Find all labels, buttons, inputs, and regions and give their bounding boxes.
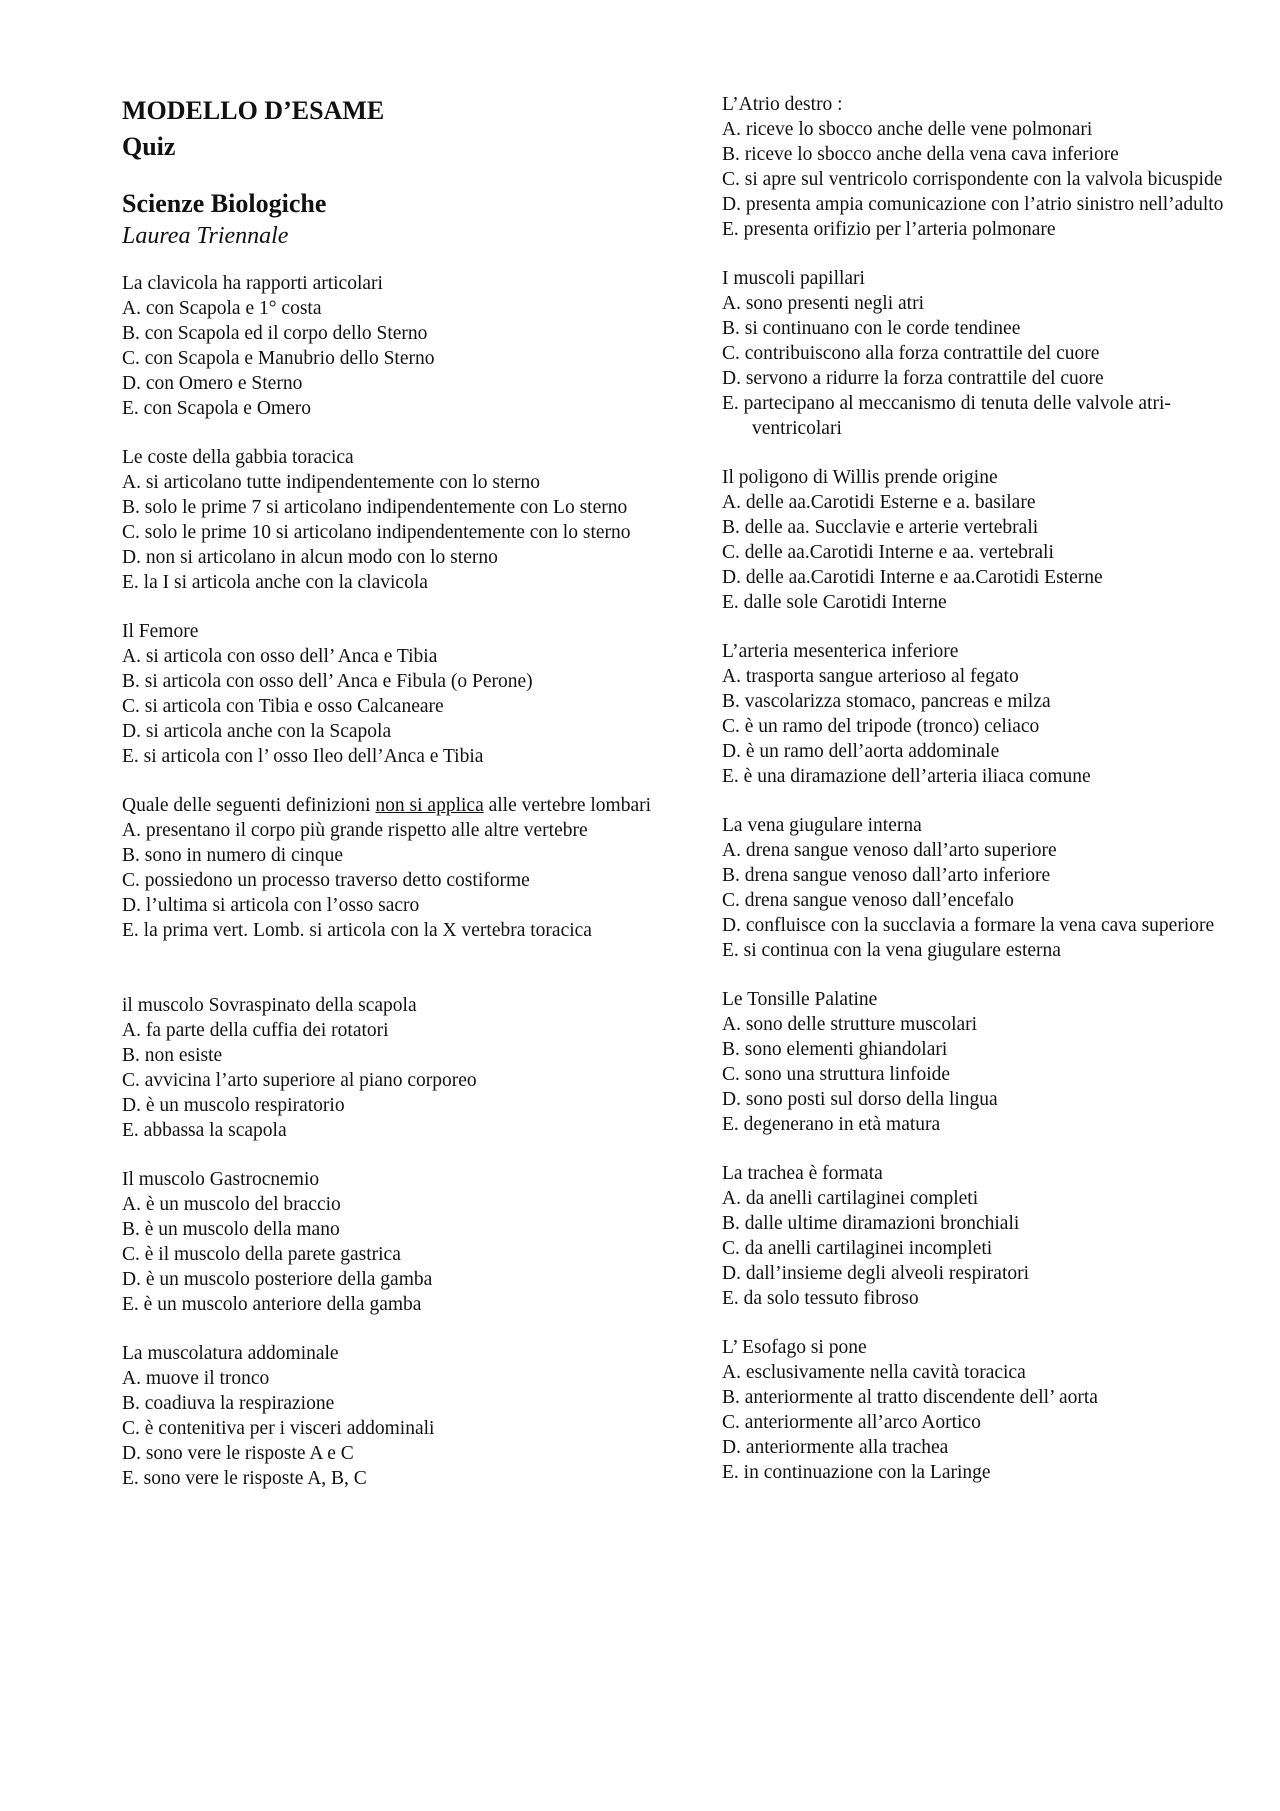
answer-option: E. è una diramazione dell’arteria iliaca comune (722, 766, 1091, 787)
answer-option: B. anteriormente al tratto discendente dell’ aorta (722, 1387, 1098, 1408)
question-block (122, 993, 662, 1143)
answer-option: D. l’ultima si articola con l’osso sacro (122, 895, 420, 916)
question-block (122, 619, 662, 769)
answer-option: A. sono presenti negli atri (722, 293, 924, 314)
question-block (722, 639, 1252, 789)
answer-option: E. dalle sole Carotidi Interne (722, 592, 947, 613)
answer-option: C. anteriormente all’arco Aortico (722, 1412, 981, 1433)
answer-option: B. si continuano con le corde tendinee (722, 318, 1021, 339)
answer-option: C. drena sangue venoso dall’encefalo (722, 890, 1014, 911)
answer-option: B. coadiuva la respirazione (122, 1393, 335, 1414)
question-text: L’arteria mesenterica inferiore (722, 641, 959, 662)
question-text: L’ Esofago si pone (722, 1337, 867, 1358)
answer-option: D. è un muscolo respiratorio (122, 1095, 345, 1116)
question-text: La clavicola ha rapporti articolari (122, 273, 383, 294)
question-block (722, 266, 1252, 441)
answer-option: B. solo le prime 7 si articolano indipendentemente con Lo sterno (122, 497, 628, 518)
exam-title: MODELLO D’ESAME (122, 96, 385, 125)
question-block (122, 271, 662, 421)
question-text: Il muscolo Gastrocnemio (122, 1169, 320, 1190)
answer-option: E. da solo tessuto fibroso (722, 1288, 919, 1309)
question-text: La vena giugulare interna (722, 815, 922, 836)
answer-option: C. solo le prime 10 si articolano indipendentemente con lo sterno (122, 522, 631, 543)
question-text: Il poligono di Willis prende origine (722, 467, 998, 488)
answer-option: B. è un muscolo della mano (122, 1219, 340, 1240)
question-block (722, 465, 1252, 615)
answer-option: B. riceve lo sbocco anche della vena cava inferiore (722, 144, 1119, 165)
answer-option: B. con Scapola ed il corpo dello Sterno (122, 323, 428, 344)
question-text-underlined: non si applica (375, 795, 484, 816)
question-text: I muscoli papillari (722, 268, 865, 289)
question-text: il muscolo Sovraspinato della scapola (122, 995, 417, 1016)
answer-option: D. sono vere le risposte A e C (122, 1443, 354, 1464)
answer-option: E. con Scapola e Omero (122, 398, 311, 419)
answer-option: C. delle aa.Carotidi Interne e aa. vertebrali (722, 542, 1054, 563)
question-block (122, 1341, 662, 1491)
answer-option: B. dalle ultime diramazioni bronchiali (722, 1213, 1020, 1234)
answer-option: A. si articola con osso dell’ Anca e Tibia (122, 646, 438, 667)
question-block (122, 1167, 662, 1317)
question-block (122, 445, 662, 595)
answer-option: D. delle aa.Carotidi Interne e aa.Carotidi Esterne (722, 567, 1103, 588)
answer-option: D. servono a ridurre la forza contrattile del cuore (722, 368, 1104, 389)
answer-option: A. fa parte della cuffia dei rotatori (122, 1020, 389, 1041)
question-text: Le Tonsille Palatine (722, 989, 878, 1010)
question-text-post: alle vertebre lombari (483, 795, 652, 816)
answer-option: C. sono una struttura linfoide (722, 1064, 951, 1085)
answer-option: A. presentano il corpo più grande rispetto alle altre vertebre (122, 820, 588, 841)
answer-option: D. anteriormente alla trachea (722, 1437, 949, 1458)
answer-option: E. è un muscolo anteriore della gamba (122, 1294, 422, 1315)
answer-option: D. con Omero e Sterno (122, 373, 303, 394)
answer-option: E. abbassa la scapola (122, 1120, 287, 1141)
question-text: Il Femore (122, 621, 199, 642)
answer-option: C. si articola con Tibia e osso Calcaneare (122, 696, 444, 717)
answer-option: A. sono delle strutture muscolari (722, 1014, 978, 1035)
degree-heading: Laurea Triennale (122, 223, 289, 249)
answer-option: D. sono posti sul dorso della lingua (722, 1089, 998, 1110)
answer-option: A. è un muscolo del braccio (122, 1194, 341, 1215)
answer-option: C. da anelli cartilaginei incompleti (722, 1238, 993, 1259)
answer-option: D. è un ramo dell’aorta addominale (722, 741, 1000, 762)
question-block (722, 92, 1252, 242)
answer-option: A. con Scapola e 1° costa (122, 298, 322, 319)
question-block (722, 1161, 1252, 1311)
left-column (122, 93, 662, 1515)
answer-option: D. è un muscolo posteriore della gamba (122, 1269, 433, 1290)
question-text-pre: Quale delle seguenti definizioni (122, 795, 376, 816)
answer-option: D. presenta ampia comunicazione con l’atrio sinistro nell’adulto (722, 194, 1224, 215)
answer-option: C. con Scapola e Manubrio dello Sterno (122, 348, 435, 369)
question-block (722, 813, 1252, 963)
answer-option: E. sono vere le risposte A, B, C (122, 1468, 367, 1489)
answer-option: E. si continua con la vena giugulare esterna (722, 940, 1061, 961)
answer-option: E. degenerano in età matura (722, 1114, 941, 1135)
question-block (722, 1335, 1252, 1485)
question-text: La trachea è formata (722, 1163, 883, 1184)
answer-option: C. è il muscolo della parete gastrica (122, 1244, 401, 1265)
answer-option: B. sono in numero di cinque (122, 845, 343, 866)
question-text (122, 793, 662, 818)
answer-option: E. la prima vert. Lomb. si articola con la X vertebra toracica (122, 920, 592, 941)
question-block (722, 987, 1252, 1137)
answer-option: A. da anelli cartilaginei completi (722, 1188, 979, 1209)
answer-option: A. trasporta sangue arterioso al fegato (722, 666, 1019, 687)
question-text: La muscolatura addominale (122, 1343, 339, 1364)
answer-option: A. delle aa.Carotidi Esterne e a. basilare (722, 492, 1036, 513)
answer-option: E. la I si articola anche con la clavicola (122, 572, 428, 593)
answer-option: C. è un ramo del tripode (tronco) celiaco (722, 716, 1040, 737)
answer-option: A. si articolano tutte indipendentemente con lo sterno (122, 472, 541, 493)
right-column (722, 92, 1252, 1509)
answer-option: B. vascolarizza stomaco, pancreas e milza (722, 691, 1051, 712)
answer-option: B. drena sangue venoso dall’arto inferiore (722, 865, 1051, 886)
answer-option: D. si articola anche con la Scapola (122, 721, 392, 742)
answer-option: D. confluisce con la succlavia a formare la vena cava superiore (722, 915, 1215, 936)
answer-option: A. muove il tronco (122, 1368, 270, 1389)
answer-option: A. drena sangue venoso dall’arto superiore (722, 840, 1057, 861)
answer-option: A. esclusivamente nella cavità toracica (722, 1362, 1026, 1383)
answer-option: B. sono elementi ghiandolari (722, 1039, 948, 1060)
answer-option: C. avvicina l’arto superiore al piano corporeo (122, 1070, 477, 1091)
answer-option: C. possiedono un processo traverso detto costiforme (122, 870, 530, 891)
answer-option: A. riceve lo sbocco anche delle vene polmonari (722, 119, 1093, 140)
answer-option: D. non si articolano in alcun modo con lo sterno (122, 547, 498, 568)
answer-option: B. delle aa. Succlavie e arterie vertebrali (722, 517, 1039, 538)
answer-option: C. contribuiscono alla forza contrattile del cuore (722, 343, 1100, 364)
question-text: Le coste della gabbia toracica (122, 447, 354, 468)
answer-option: B. non esiste (122, 1045, 223, 1066)
answer-option: C. è contenitiva per i visceri addominali (122, 1418, 435, 1439)
subject-heading: Scienze Biologiche (122, 189, 327, 218)
answer-option: E. presenta orifizio per l’arteria polmonare (722, 219, 1056, 240)
answer-option: E. in continuazione con la Laringe (722, 1462, 991, 1483)
question-text: L’Atrio destro : (722, 94, 843, 115)
answer-option: E. si articola con l’ osso Ileo dell’Anca e Tibia (122, 746, 484, 767)
exam-subtitle: Quiz (122, 132, 176, 161)
answer-option: D. dall’insieme degli alveoli respiratori (722, 1263, 1030, 1284)
answer-option: E. partecipano al meccanismo di tenuta delle valvole atri-ventricolari (722, 393, 1171, 439)
answer-option: C. si apre sul ventricolo corrispondente con la valvola bicuspide (722, 169, 1223, 190)
answer-option: B. si articola con osso dell’ Anca e Fibula (o Perone) (122, 671, 533, 692)
question-block (122, 793, 662, 943)
